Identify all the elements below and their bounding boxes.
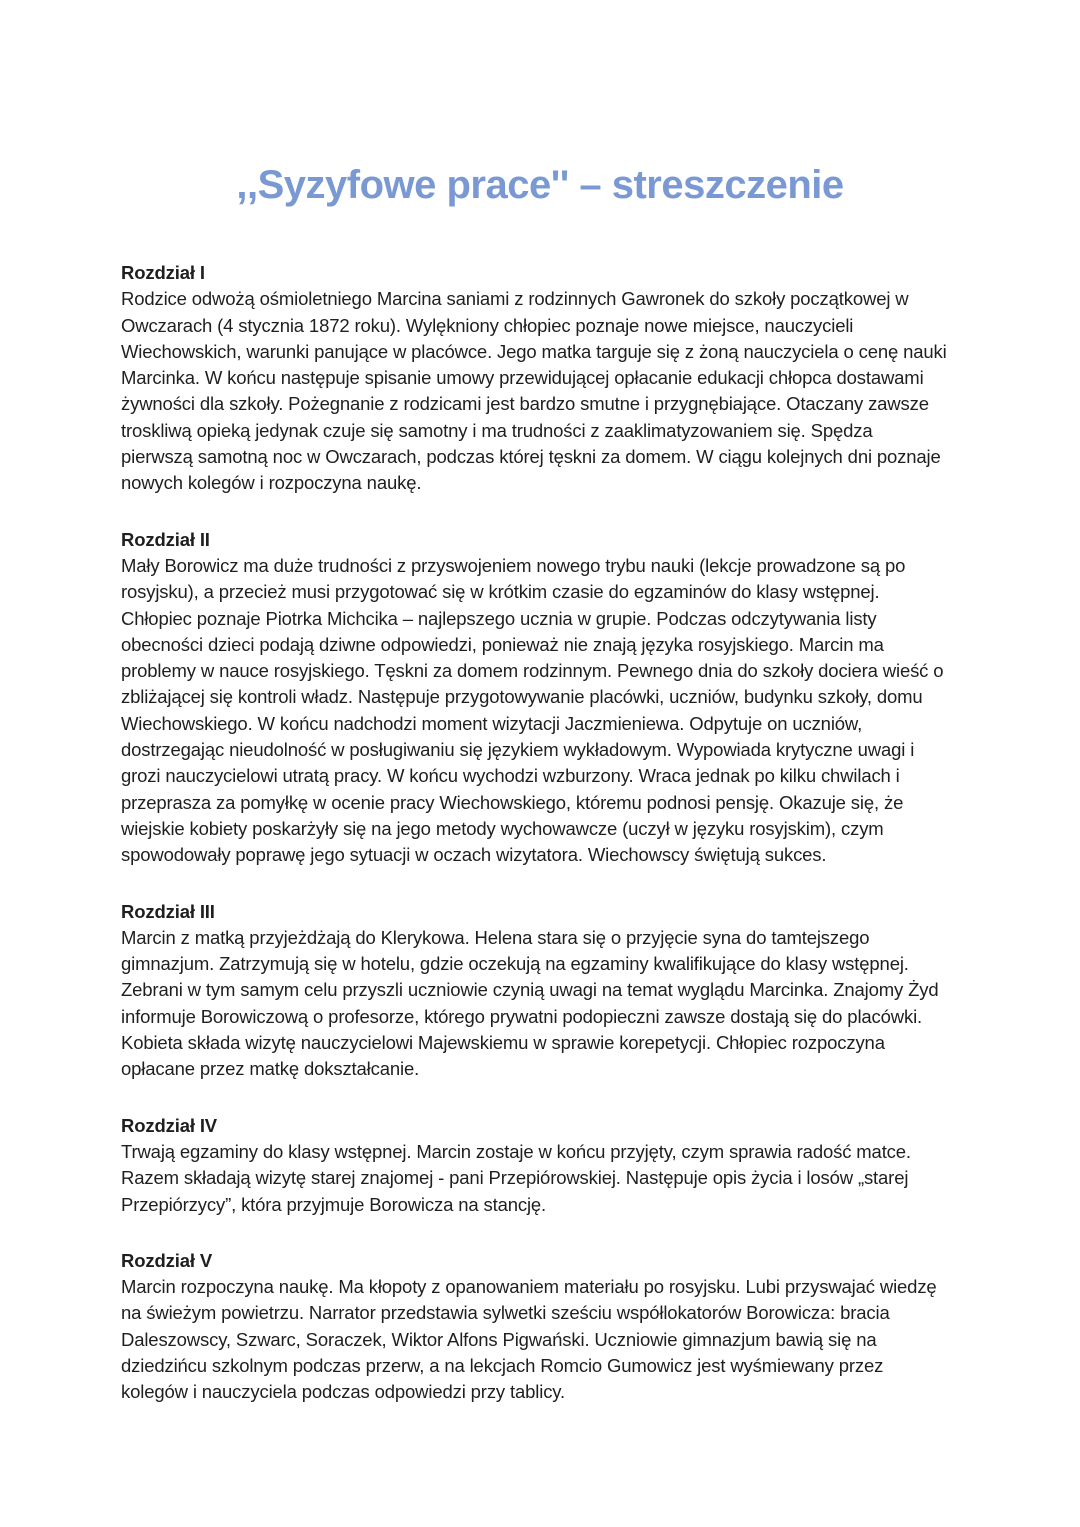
chapter-section [121, 527, 1021, 869]
chapter-heading: Rozdział II [121, 528, 210, 550]
paragraph-line: Wiechowskich, warunki panujące w placówce. Jego matka targuje się z żoną nauczyciela o cenę nauki [121, 340, 947, 362]
paragraph-line: Kobieta składa wizytę nauczycielowi Majewskiemu w sprawie korepetycji. Chłopiec rozpoczyna [121, 1032, 885, 1054]
document-body [121, 260, 1021, 1406]
paragraph-line: obecności dzieci podają dziwne odpowiedzi, ponieważ nie znają języka rosyjskiego. Marcin ma [121, 633, 884, 655]
paragraph-line: Chłopiec poznaje Piotrka Michcika – najlepszego ucznia w grupie. Podczas odczytywania listy [121, 607, 877, 629]
chapter-paragraph [121, 1139, 1021, 1218]
paragraph-line: Owczarach (4 stycznia 1872 roku). Wylękniony chłopiec poznaje nowe miejsce, nauczycieli [121, 314, 854, 336]
chapter-paragraph [121, 925, 1021, 1083]
paragraph-line: wiejskie kobiety poskarżyły się na jego metody wychowawcze (uczył w języku rosyjskim), czym [121, 817, 884, 839]
paragraph-line: Marcinka. W końcu następuje spisanie umowy przewidującej opłacanie edukacji chłopca dostawami [121, 367, 924, 389]
paragraph-line: Przepiórzycy”, która przyjmuje Borowicza na stancję. [121, 1193, 547, 1215]
paragraph-line: Marcin z matką przyjeżdżają do Klerykowa. Helena stara się o przyjęcie syna do tamtejszego [121, 926, 870, 948]
paragraph-line: rosyjsku), a przecież musi przygotować się w krótkim czasie do egzaminów do klasy wstępnej. [121, 581, 880, 603]
paragraph-line: Rodzice odwożą ośmioletniego Marcina saniami z rodzinnych Gawronek do szkoły początkowej w [121, 288, 909, 310]
paragraph-line: Trwają egzaminy do klasy wstępnej. Marcin zostaje w końcu przyjęty, czym sprawia radość matce. [121, 1140, 911, 1162]
paragraph-line: Mały Borowicz ma duże trudności z przyswojeniem nowego trybu nauki (lekcje prowadzone są po [121, 554, 906, 576]
chapter-heading: Rozdział V [121, 1249, 213, 1271]
paragraph-line: opłacane przez matkę dokształcanie. [121, 1058, 420, 1080]
chapter-heading: Rozdział IV [121, 1114, 217, 1136]
paragraph-line: dziedzińcu szkolnym podczas przerw, a na lekcjach Romcio Gumowicz jest wyśmiewany przez [121, 1354, 884, 1376]
paragraph-line: Zebrani w tym samym celu przyszli uczniowie czynią uwagi na temat wyglądu Marcinka. Znajomy Żyd [121, 979, 939, 1001]
paragraph-line: troskliwą opieką jedynak czuje się samotny i ma trudności z zaaklimatyzowaniem się. Spędza [121, 419, 873, 441]
paragraph-line: Wiechowskiego. W końcu nadchodzi moment wizytacji Jaczmieniewa. Odpytuje on uczniów, [121, 712, 863, 734]
paragraph-line: grozi nauczycielowi utratą pracy. W końcu wychodzi wzburzony. Wraca jednak po kilku chwilach i [121, 765, 900, 787]
paragraph-line: kolegów i nauczyciela podczas odpowiedzi przy tablicy. [121, 1381, 566, 1403]
chapter-heading: Rozdział I [121, 262, 205, 283]
chapter-paragraph [121, 286, 1021, 496]
paragraph-line: pierwszą samotną noc w Owczarach, podczas której tęskni za domem. W ciągu kolejnych dni poznaje [121, 446, 941, 468]
paragraph-line: zbliżającej się kontroli władz. Następuje przygotowywanie placówki, uczniów, budynku szkoły, domu [121, 686, 923, 708]
paragraph-line: spowodowały poprawę jego sytuacji w oczach wizytatora. Wiechowscy świętują sukces. [121, 844, 827, 866]
chapter-heading: Rozdział III [121, 900, 215, 922]
chapter-paragraph [121, 553, 1021, 869]
paragraph-line: Marcin rozpoczyna naukę. Ma kłopoty z opanowaniem materiału po rosyjsku. Lubi przyswajać wiedzę [121, 1276, 937, 1298]
document-title: ,,Syzyfowe prace'' – streszczenie [236, 162, 844, 207]
paragraph-line: dostrzegając nieudolność w posługiwaniu się językiem wykładowym. Wypowiada krytyczne uwagi i [121, 739, 915, 761]
paragraph-line: problemy w nauce rosyjskiego. Tęskni za domem rodzinnym. Pewnego dnia do szkoły dociera wieść o [121, 660, 944, 682]
chapter-section [121, 260, 1021, 497]
paragraph-line: Daleszowscy, Szwarc, Soraczek, Wiktor Alfons Pigwański. Uczniowie gimnazjum bawią się na [121, 1328, 877, 1350]
chapter-section [121, 1113, 1021, 1218]
chapter-paragraph [121, 1274, 1021, 1405]
paragraph-line: informuje Borowiczową o profesorze, którego prywatni podopieczni zawsze dostają się do placówki. [121, 1005, 923, 1027]
chapter-section [121, 1248, 1021, 1406]
paragraph-line: gimnazjum. Zatrzymują się w hotelu, gdzie oczekują na egzaminy kwalifikujące do klasy wstępnej. [121, 953, 909, 975]
paragraph-line: na świeżym powietrzu. Narrator przedstawia sylwetki sześciu współlokatorów Borowicza: bracia [121, 1302, 890, 1324]
paragraph-line: żywności dla szkoły. Pożegnanie z rodzicami jest bardzo smutne i przygnębiające. Otaczany zawsze [121, 393, 929, 415]
paragraph-line: przeprasza za pomyłkę w ocenie pracy Wiechowskiego, któremu podnosi pensję. Okazuje się, że [121, 791, 904, 813]
paragraph-line: nowych kolegów i rozpoczyna naukę. [121, 472, 422, 494]
chapter-section [121, 899, 1021, 1083]
paragraph-line: Razem składają wizytę starej znajomej - pani Przepiórowskiej. Następuje opis życia i losów „starej [121, 1167, 909, 1189]
